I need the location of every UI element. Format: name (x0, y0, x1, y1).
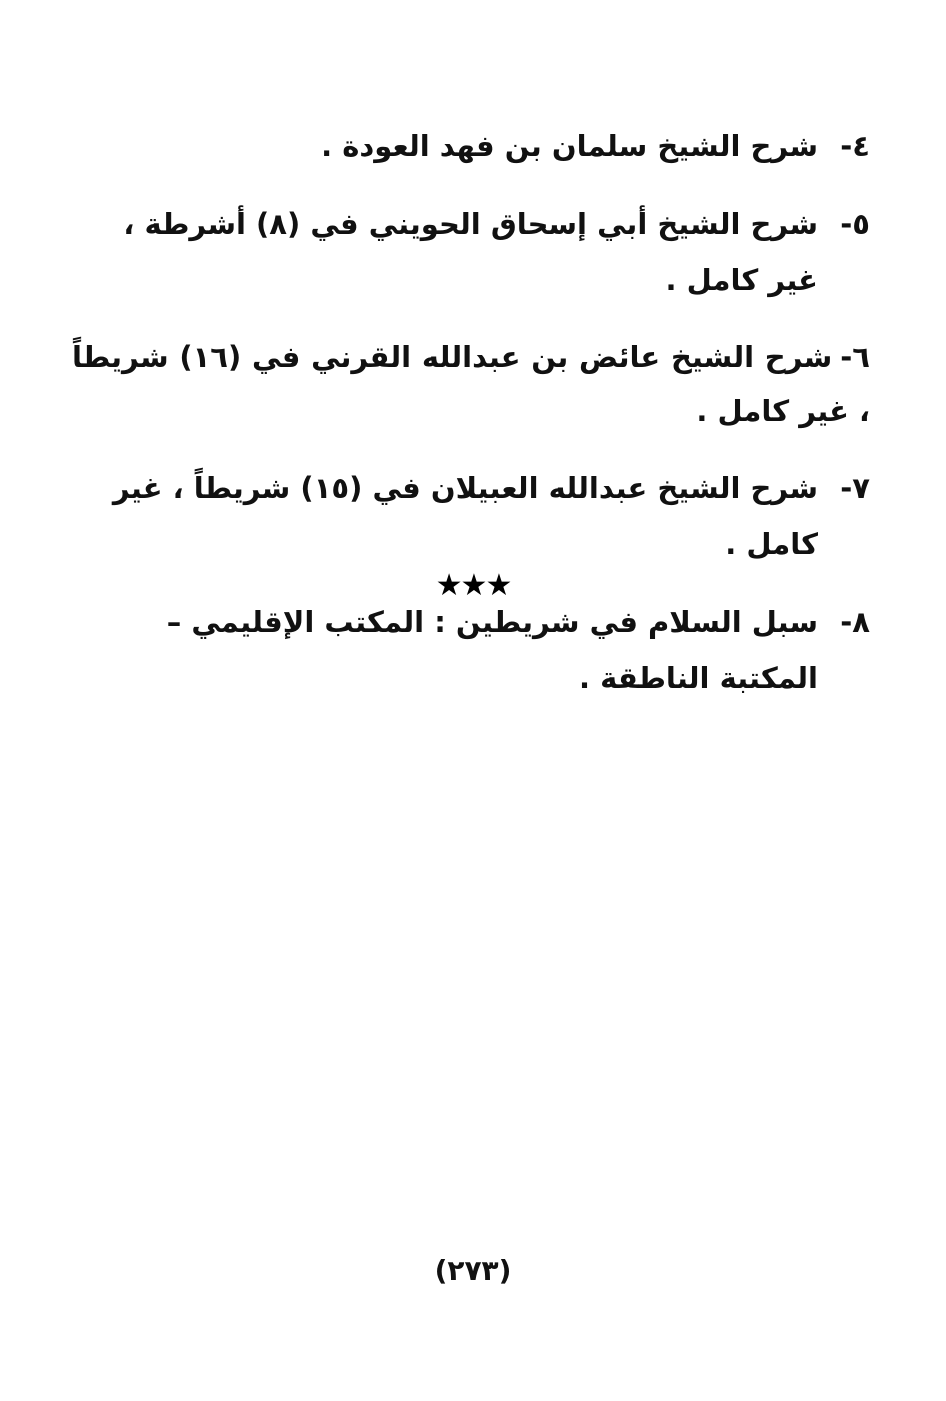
list-item (72, 594, 870, 706)
item-number: ٤- (840, 129, 870, 163)
item-number: ٦- (840, 340, 870, 374)
item-text: شرح الشيخ أبي إسحاق الحويني في (٨) أشرطة ، غير كامل . (123, 207, 818, 297)
item-text: شرح الشيخ عبدالله العبيلان في (١٥) شريطاً ، غير كامل . (112, 471, 818, 561)
list-item (72, 196, 870, 308)
item-text: شرح الشيخ سلمان بن فهد العودة . (321, 129, 818, 163)
item-number: ٥- (840, 207, 870, 241)
section-separator: ★★★ (435, 568, 511, 603)
item-text: شرح الشيخ عائض بن عبدالله القرني في (١٦) شريطاً ، غير كامل . (72, 340, 870, 428)
item-number: ٨- (840, 605, 870, 639)
list-item (72, 118, 870, 174)
list-item (72, 460, 870, 572)
page-number: (٢٧٣) (434, 1254, 512, 1287)
list-item (72, 330, 870, 438)
item-text: سبل السلام في شريطين : المكتب الإقليمي – المكتبة الناطقة . (166, 605, 818, 695)
item-number: ٧- (840, 471, 870, 505)
reference-list (72, 118, 870, 728)
